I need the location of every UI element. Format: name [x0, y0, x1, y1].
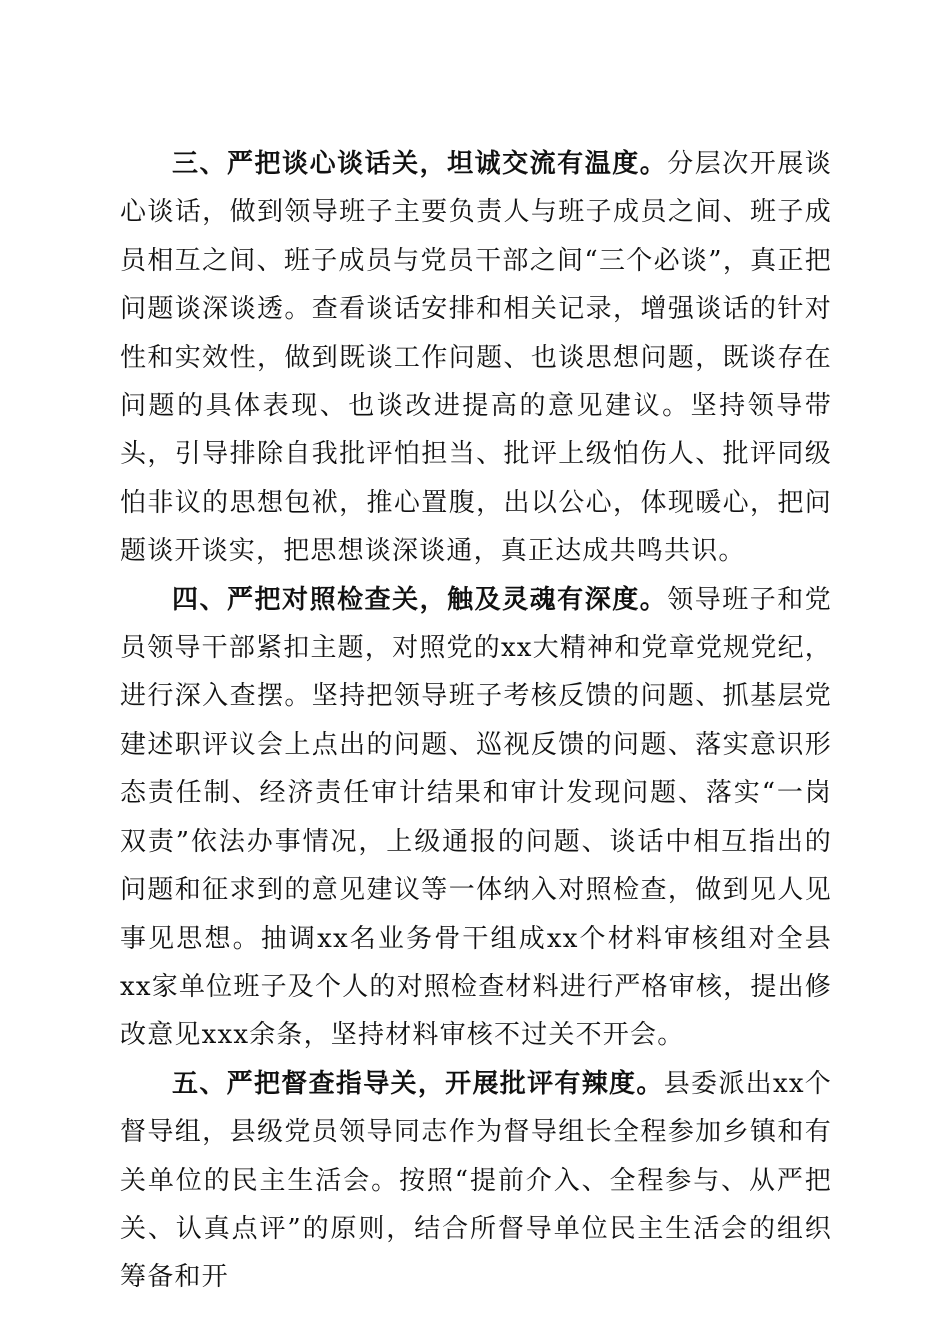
section-heading-4: 四、严把对照检查关，触及灵魂有深度。	[172, 584, 668, 615]
section-text-4: 领导班子和党员领导干部紧扣主题，对照党的xx大精神和党章党规党纪，进行深入查摆。坚持把领导班子考核反馈的问题、抓基层党建述职评议会上点出的问题、巡视反馈的问题、落实意识形态责任制、经济责任审计结果和审计发现问题、落实“一岗双责”依法办事情况，上级通报的问题、谈话中相互指出的问题和征求到的意见建议等一体纳入对照检查，做到见人见事见思想。抽调xx名业务骨干组成xx个材料审核组对全县xx家单位班子及个人的对照检查材料进行严格审核，提出修改意见xxx余条，坚持材料审核不过关不开会。	[120, 584, 832, 1051]
paragraph-section-4	[120, 576, 832, 1060]
document-body	[120, 140, 832, 1302]
section-text-5: 县委派出xx个督导组，县级党员领导同志作为督导组长全程参加乡镇和有关单位的民主生活会。按照“提前介入、全程参与、从严把关、认真点评”的原则，结合所督导单位民主生活会的组织筹备和开	[120, 1068, 832, 1293]
section-heading-3: 三、严把谈心谈话关，坦诚交流有温度。	[172, 149, 668, 179]
paragraph-section-5	[120, 1060, 832, 1302]
section-text-3: 分层次开展谈心谈话，做到领导班子主要负责人与班子成员之间、班子成员相互之间、班子成员与党员干部之间“三个必谈”，真正把问题谈深谈透。查看谈话安排和相关记录，增强谈话的针对性和实效性，做到既谈工作问题、也谈思想问题，既谈存在问题的具体表现、也谈改进提高的意见建议。坚持领导带头，引导排除自我批评怕担当、批评上级怕伤人、批评同级怕非议的思想包袱，推心置腹，出以公心，体现暖心，把问题谈开谈实，把思想谈深谈通，真正达成共鸣共识。	[120, 149, 832, 567]
paragraph-section-3	[120, 140, 832, 576]
section-heading-5: 五、严把督查指导关，开展批评有辣度。	[172, 1068, 664, 1099]
